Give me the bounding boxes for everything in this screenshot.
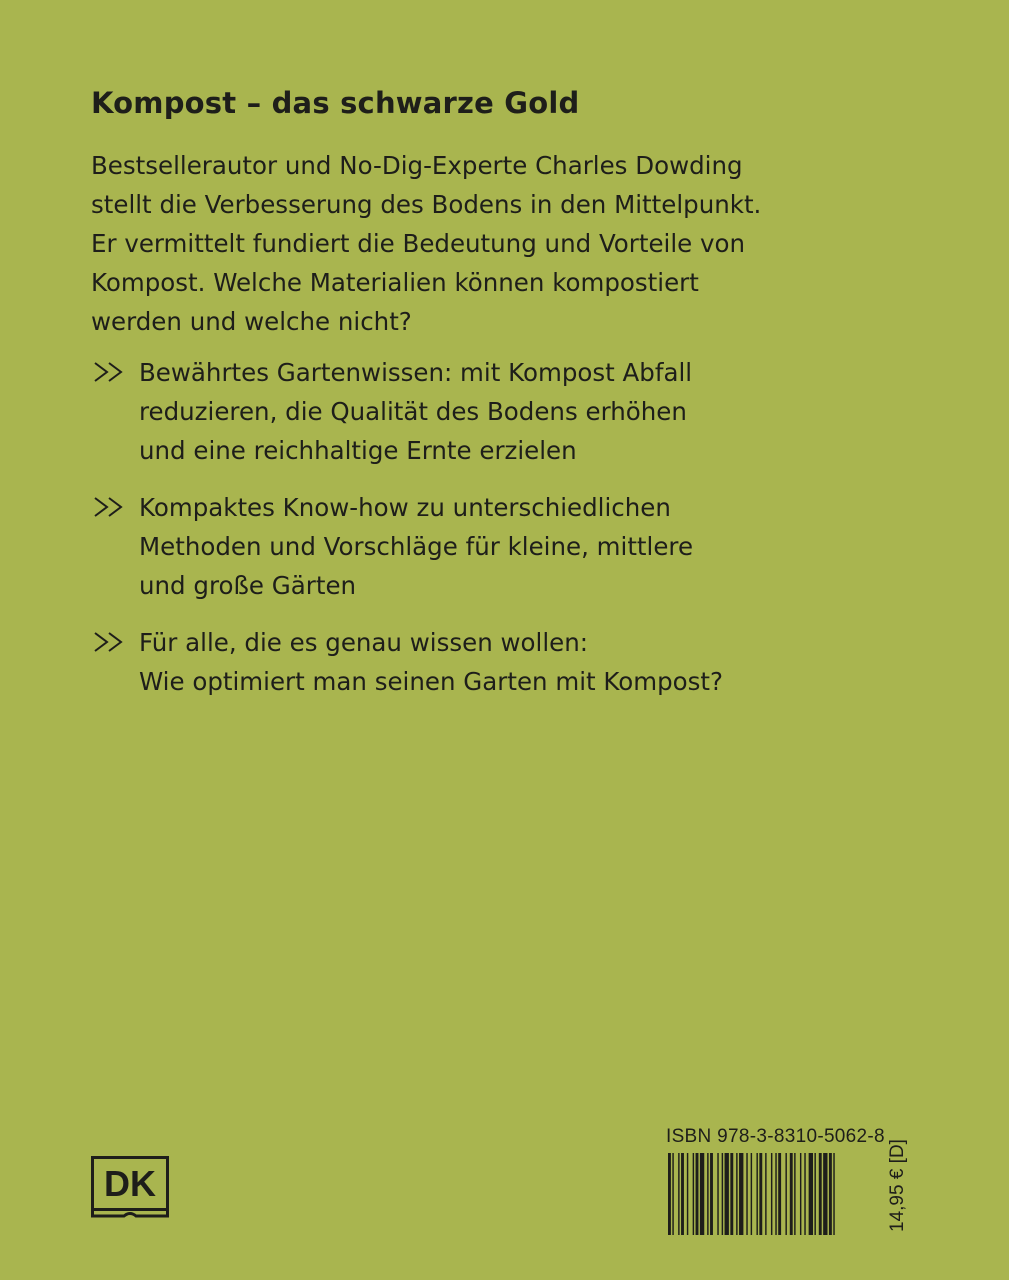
double-chevron-right-icon [93,631,131,653]
barcode-bar [759,1153,762,1235]
barcode-bar [756,1153,757,1235]
feature-item [91,623,951,701]
barcode-bar [790,1153,793,1235]
intro-paragraph [91,146,951,341]
barcode-bar [739,1153,743,1235]
barcode-bar [751,1153,752,1235]
barcode-bar [785,1153,786,1235]
double-chevron-right-icon [93,496,131,518]
barcode-bar [725,1153,729,1235]
feature-item [91,353,951,470]
barcode-bar [800,1153,801,1235]
barcode-bar [794,1153,795,1235]
barcode-bar [678,1153,679,1235]
barcode-bar [771,1153,772,1235]
barcode-bar [687,1153,688,1235]
price-label: 14,95 € [D] [887,1139,908,1232]
barcode-bar [819,1153,822,1235]
barcode-bar [833,1153,834,1235]
barcode-bar [823,1153,827,1235]
feature-list [91,353,951,701]
barcode-bar [804,1153,805,1235]
intro-line: Kompost. Welche Materialien können kompostiert [91,268,699,297]
feature-line: Methoden und Vorschläge für kleine, mittlere [139,532,694,561]
barcode-bar [829,1153,832,1235]
feature-line: Für alle, die es genau wissen wollen: [139,628,589,657]
feature-line: und eine reichhaltige Ernte erzielen [139,436,577,465]
feature-line: Bewährtes Gartenwissen: mit Kompost Abfall [139,358,693,387]
back-cover-title: Kompost – das schwarze Gold [91,86,580,120]
barcode-bar [809,1153,813,1235]
feature-line: Wie optimiert man seinen Garten mit Kompost? [139,667,724,696]
feature-item [91,488,951,605]
barcode-bar [707,1153,708,1235]
intro-line: Bestsellerautor und No-Dig-Experte Charles Dowding [91,151,743,180]
barcode-bar [775,1153,776,1235]
feature-line: Kompaktes Know-how zu unterschiedlichen [139,493,671,522]
barcode-image [668,1153,876,1235]
intro-line: werden und welche nicht? [91,307,412,336]
double-chevron-right-icon [93,361,131,383]
barcode-block [666,1126,916,1236]
intro-line: Er vermittelt fundiert die Bedeutung und Vorteile von [91,229,746,258]
barcode-bar [717,1153,718,1235]
barcode-bar [730,1153,733,1235]
barcode-bar [681,1153,684,1235]
dk-logo-text: DK [104,1163,156,1204]
dk-book-logo-icon [91,1156,169,1218]
barcode-bar [736,1153,737,1235]
barcode-bar [814,1153,815,1235]
barcode-bar [710,1153,713,1235]
barcode-bar [765,1153,766,1235]
barcode-bar [696,1153,699,1235]
barcode-bar [693,1153,694,1235]
barcode-bar [700,1153,704,1235]
barcode-bar [778,1153,781,1235]
feature-line: reduzieren, die Qualität des Bodens erhöhen [139,397,687,426]
barcode-bar [672,1153,673,1235]
feature-line: und große Gärten [139,571,357,600]
barcode-bar [746,1153,747,1235]
barcode-bar [722,1153,723,1235]
intro-line: stellt die Verbesserung des Bodens in den Mittelpunkt. [91,190,762,219]
barcode-bar [668,1153,671,1235]
isbn-label: ISBN 978-3-8310-5062-8 [666,1126,885,1147]
